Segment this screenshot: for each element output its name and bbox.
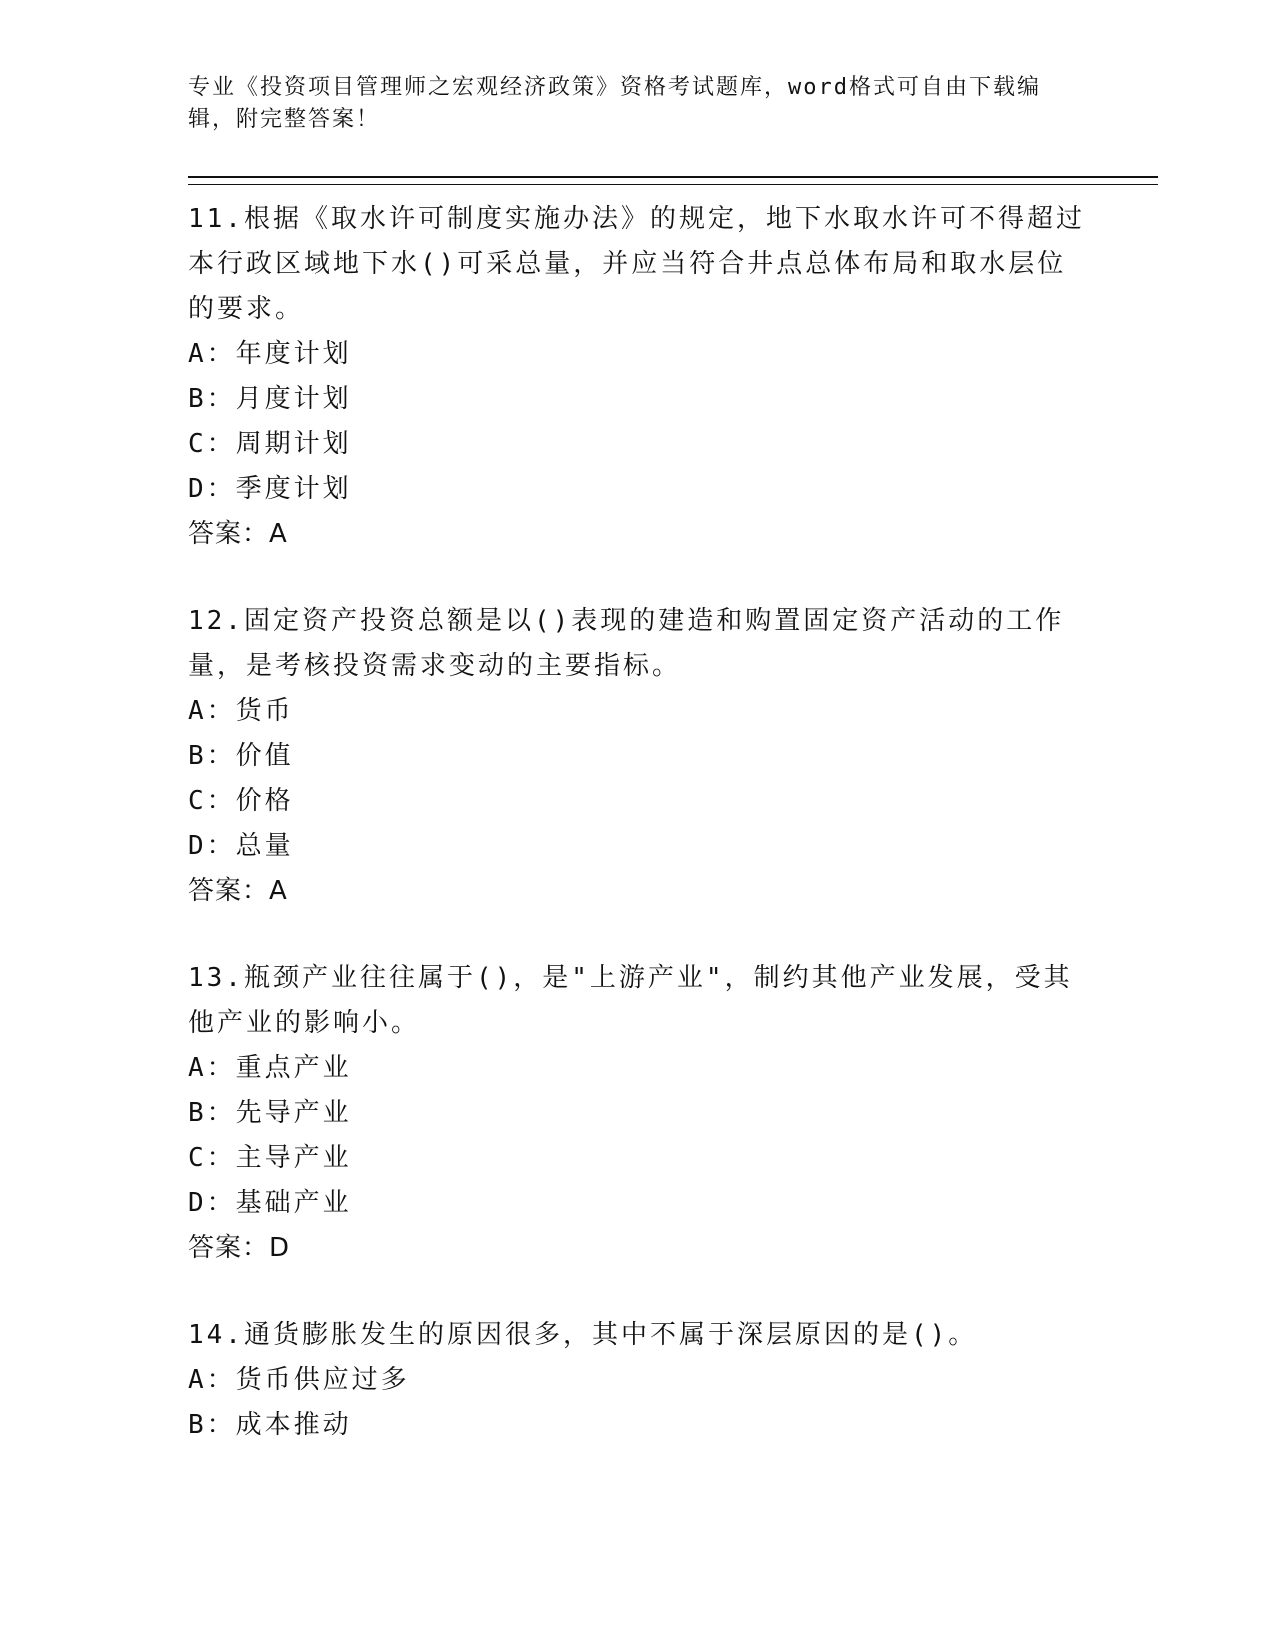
question-list	[188, 197, 1158, 1448]
option-d: D：基础产业	[188, 1188, 352, 1218]
option-list	[188, 1046, 1158, 1226]
option-b: B：价值	[188, 741, 294, 771]
question-text: 11.根据《取水许可制度实施办法》的规定，地下水取水许可不得超过本行政区域地下水()可采总量，并应当符合井点总体布局和取水层位的要求。	[188, 204, 1085, 324]
option-a: A：年度计划	[188, 339, 352, 369]
option-a: A：重点产业	[188, 1053, 352, 1083]
option-d: D：季度计划	[188, 474, 352, 504]
header-line-1: 专业《投资项目管理师之宏观经济政策》资格考试题库，word格式可自由下载编	[188, 75, 1041, 100]
answer-text: 答案：A	[188, 519, 288, 549]
answer-text: 答案：D	[188, 1233, 291, 1263]
header-divider	[188, 176, 1158, 185]
header-line-2: 辑，附完整答案！	[188, 107, 381, 132]
document-page	[188, 72, 1158, 1490]
question-13	[188, 956, 1158, 1271]
option-c: C：价格	[188, 786, 294, 816]
option-c: C：主导产业	[188, 1143, 352, 1173]
option-d: D：总量	[188, 831, 294, 861]
document-header	[188, 72, 1068, 136]
question-11	[188, 197, 1158, 557]
option-a: A：货币	[188, 696, 294, 726]
option-b: B：先导产业	[188, 1098, 352, 1128]
question-text: 12.固定资产投资总额是以()表现的建造和购置固定资产活动的工作量，是考核投资需求变动的主要指标。	[188, 606, 1065, 681]
option-a: A：货币供应过多	[188, 1365, 410, 1395]
option-list	[188, 332, 1158, 512]
option-b: B：月度计划	[188, 384, 352, 414]
option-b: B：成本推动	[188, 1410, 352, 1440]
question-12	[188, 599, 1158, 914]
option-list	[188, 689, 1158, 869]
question-text: 14.通货膨胀发生的原因很多，其中不属于深层原因的是()。	[188, 1320, 978, 1350]
question-14	[188, 1313, 1158, 1448]
answer-text: 答案：A	[188, 876, 288, 906]
option-list	[188, 1358, 1158, 1448]
option-c: C：周期计划	[188, 429, 352, 459]
question-text: 13.瓶颈产业往往属于()，是"上游产业"，制约其他产业发展，受其他产业的影响小。	[188, 963, 1073, 1038]
